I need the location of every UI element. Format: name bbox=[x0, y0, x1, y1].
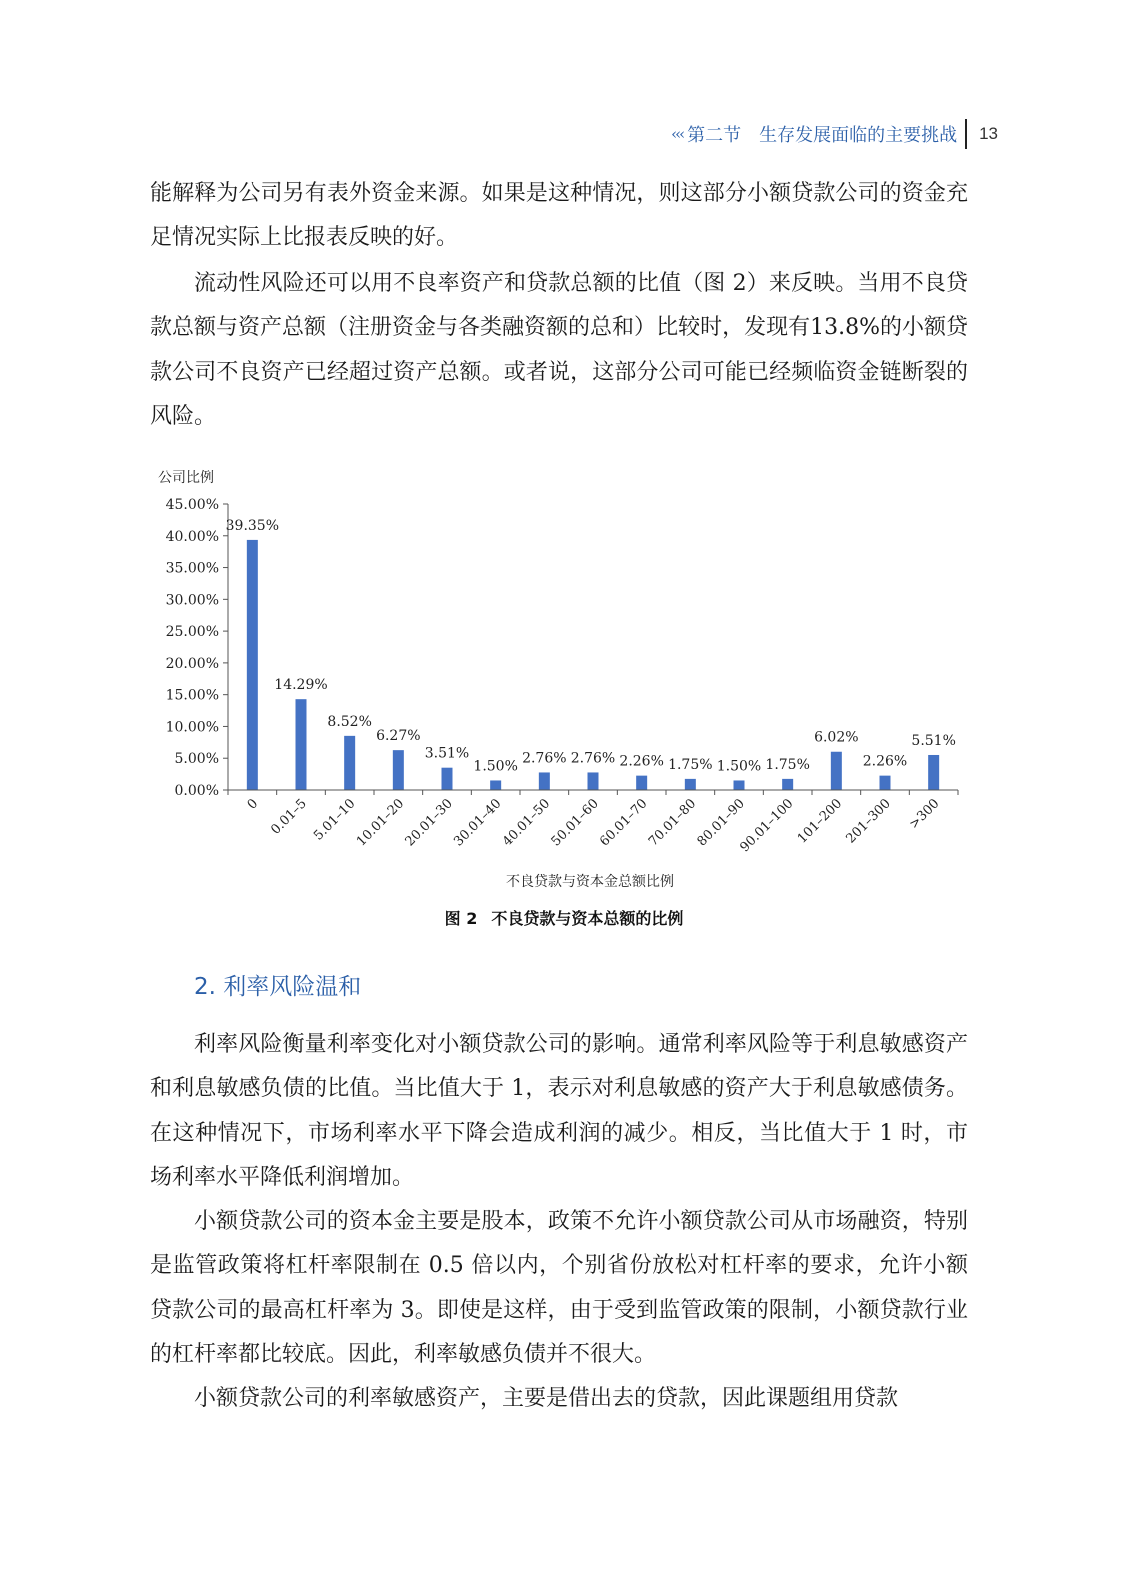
bar-value-label: 39.35% bbox=[225, 517, 280, 534]
bar-value-label: 8.52% bbox=[327, 713, 372, 730]
bar-series bbox=[226, 518, 956, 790]
y-tick-label: 25.00% bbox=[165, 624, 219, 641]
y-tick-label: 30.00% bbox=[165, 592, 219, 609]
y-tick-label: 10.00% bbox=[165, 719, 219, 736]
bar bbox=[928, 755, 939, 790]
x-tick-label: 10.01–20 bbox=[353, 796, 408, 850]
bar-value-label: 1.50% bbox=[716, 758, 762, 775]
y-tick-label: 15.00% bbox=[165, 687, 219, 704]
bar bbox=[588, 772, 599, 790]
bar-value-label: 6.27% bbox=[376, 728, 421, 745]
y-tick-label: 0.00% bbox=[174, 783, 219, 799]
bar-value-label: 2.26% bbox=[862, 753, 908, 770]
section-label: 第二节 bbox=[687, 125, 742, 146]
bar bbox=[393, 750, 404, 790]
x-axis-label: 不良贷款与资本金总额比例 bbox=[506, 874, 674, 890]
x-tick-label: 20.01–30 bbox=[402, 796, 456, 850]
x-tick-label: 90.01–100 bbox=[737, 796, 797, 856]
bar-value-label: 14.29% bbox=[274, 677, 328, 694]
x-tick-label: 0 bbox=[244, 796, 262, 813]
x-tick-label: 70.01–80 bbox=[645, 796, 700, 850]
paragraph-4: 小额贷款公司的资本金主要是股本，政策不允许小额贷款公司从市场融资，特别是监管政策将杠杆率限制在 0.5 倍以内，个别省份放松对杠杆率的要求，允许小额贷款公司的最高杠杆率为 3。即使是这样，由于受到监管政策的限制，小额贷款行业的杠杆率都比较底。因此，利率敏感负债并不很大。 bbox=[150, 1209, 968, 1367]
bar bbox=[831, 752, 842, 790]
bar-value-label: 2.26% bbox=[619, 753, 664, 770]
x-axis bbox=[228, 790, 958, 855]
bar bbox=[490, 780, 501, 790]
section-heading: 2. 利率风险温和 bbox=[194, 974, 362, 1000]
bar bbox=[296, 699, 307, 790]
x-tick-label: 40.01–50 bbox=[499, 796, 554, 850]
bar-value-label: 1.75% bbox=[765, 756, 810, 773]
y-tick-label: 5.00% bbox=[174, 751, 219, 768]
y-tick-label: 45.00% bbox=[165, 497, 219, 513]
x-tick-label: 201–300 bbox=[843, 796, 894, 847]
y-axis bbox=[166, 497, 228, 799]
x-tick-label: 30.01–40 bbox=[451, 796, 505, 850]
y-axis-label: 公司比例 bbox=[158, 470, 214, 486]
figure-number: 图 2 bbox=[444, 909, 478, 928]
section-title: 生存发展面临的主要挑战 bbox=[759, 125, 958, 146]
y-tick-label: 40.00% bbox=[165, 528, 219, 545]
x-tick-label: 80.01–90 bbox=[694, 796, 748, 850]
bar bbox=[685, 779, 696, 790]
figure-caption bbox=[0, 906, 1128, 929]
bar bbox=[442, 768, 453, 790]
figure-title: 不良贷款与资本总额的比例 bbox=[491, 909, 684, 928]
x-tick-label: 5.01–10 bbox=[311, 796, 359, 844]
y-tick-label: 35.00% bbox=[165, 560, 219, 577]
y-tick-label: 20.00% bbox=[165, 655, 219, 672]
bar bbox=[344, 736, 355, 790]
running-header bbox=[671, 118, 998, 150]
bar-value-label: 6.02% bbox=[814, 729, 859, 746]
bar bbox=[539, 772, 550, 790]
bar-value-label: 2.76% bbox=[570, 750, 616, 767]
bar bbox=[782, 779, 793, 790]
bar-value-label: 5.51% bbox=[911, 732, 956, 749]
paragraph-5: 小额贷款公司的利率敏感资产，主要是借出去的贷款，因此课题组用贷款 bbox=[194, 1386, 899, 1411]
x-tick-label: >300 bbox=[906, 796, 943, 833]
x-tick-label: 50.01–60 bbox=[548, 796, 602, 850]
x-tick-label: 101–200 bbox=[794, 796, 846, 847]
chevron-left-icon: ‹‹‹ bbox=[671, 125, 684, 143]
bar bbox=[636, 776, 647, 790]
bar-value-label: 2.76% bbox=[522, 750, 567, 767]
bar-value-label: 1.50% bbox=[473, 758, 518, 775]
bar-chart bbox=[140, 462, 980, 902]
paragraph-2: 流动性风险还可以用不良率资产和贷款总额的比值（图 2）来反映。当用不良贷款总额与资产总额（注册资金与各类融资额的总和）比较时，发现有13.8%的小额贷款公司不良资产已经超过资产总额。或者说，这部分公司可能已经频临资金链断裂的风险。 bbox=[150, 271, 968, 429]
bar bbox=[734, 780, 745, 790]
x-tick-label: 0.01–5 bbox=[268, 796, 310, 838]
header-divider bbox=[965, 119, 967, 149]
paragraph-1: 能解释为公司另有表外资金来源。如果是这种情况，则这部分小额贷款公司的资金充足情况实际上比报表反映的好。 bbox=[150, 181, 968, 251]
bar bbox=[880, 776, 891, 790]
bar bbox=[247, 540, 258, 790]
bar-value-label: 3.51% bbox=[424, 745, 470, 762]
bar-value-label: 1.75% bbox=[668, 756, 713, 773]
paragraph-3: 利率风险衡量利率变化对小额贷款公司的影响。通常利率风险等于利息敏感资产和利息敏感负债的比值。当比值大于 1，表示对利息敏感的资产大于利息敏感债务。在这种情况下，市场利率水平下降会造成利润的减少。相反，当比值大于 1 时，市场利率水平降低利润增加。 bbox=[150, 1032, 968, 1190]
page-number: 13 bbox=[979, 124, 998, 143]
x-tick-label: 60.01–70 bbox=[597, 796, 651, 850]
